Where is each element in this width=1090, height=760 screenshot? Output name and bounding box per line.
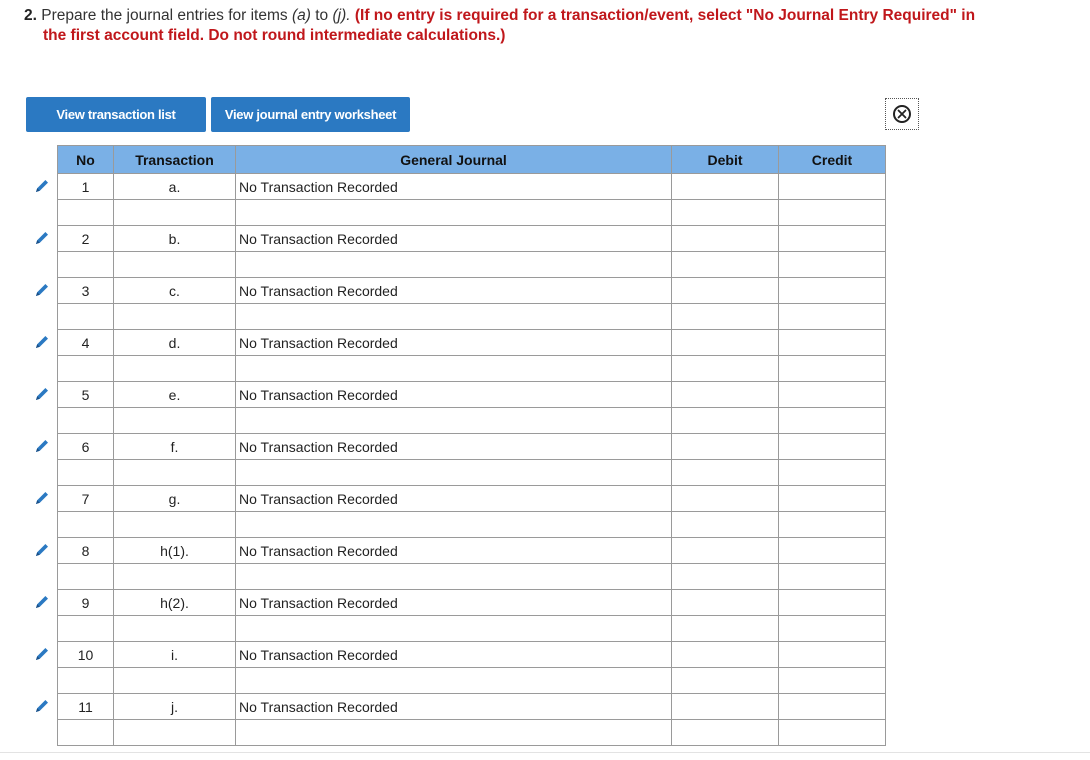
header-general-journal: General Journal — [236, 146, 672, 174]
blank-cell — [779, 200, 886, 226]
instructions-warning-line2: the first account field. Do not round intermediate calculations.) — [43, 27, 506, 44]
blank-cell — [114, 720, 236, 746]
table-row-blank — [58, 408, 886, 434]
row-no: 9 — [58, 590, 114, 616]
blank-cell — [114, 616, 236, 642]
close-circle-x-icon — [893, 105, 911, 123]
row-account: No Transaction Recorded — [236, 226, 672, 252]
blank-cell — [672, 616, 779, 642]
blank-cell — [672, 304, 779, 330]
row-no: 2 — [58, 226, 114, 252]
blank-cell — [779, 512, 886, 538]
edit-pencil-icon[interactable] — [33, 541, 51, 559]
blank-cell — [779, 616, 886, 642]
blank-cell — [236, 460, 672, 486]
blank-cell — [114, 512, 236, 538]
row-account: No Transaction Recorded — [236, 486, 672, 512]
blank-cell — [779, 460, 886, 486]
row-credit — [779, 382, 886, 408]
edit-pencil-icon[interactable] — [33, 177, 51, 195]
blank-cell — [114, 668, 236, 694]
row-transaction: h(2). — [114, 590, 236, 616]
blank-cell — [672, 460, 779, 486]
row-account: No Transaction Recorded — [236, 538, 672, 564]
blank-cell — [114, 564, 236, 590]
table-row-blank — [58, 200, 886, 226]
blank-cell — [236, 356, 672, 382]
row-debit — [672, 434, 779, 460]
edit-pencil-icon[interactable] — [33, 593, 51, 611]
row-account: No Transaction Recorded — [236, 330, 672, 356]
table-row — [58, 434, 886, 460]
item-from: (a) — [291, 7, 311, 24]
row-transaction: d. — [114, 330, 236, 356]
row-no: 1 — [58, 174, 114, 200]
table-row-blank — [58, 668, 886, 694]
table-row-blank — [58, 616, 886, 642]
divider — [0, 752, 1090, 753]
row-account: No Transaction Recorded — [236, 278, 672, 304]
edit-pencil-icon[interactable] — [33, 281, 51, 299]
row-transaction: h(1). — [114, 538, 236, 564]
table-row-blank — [58, 564, 886, 590]
row-transaction: e. — [114, 382, 236, 408]
table-row — [58, 590, 886, 616]
table-row — [58, 694, 886, 720]
table-row — [58, 330, 886, 356]
blank-cell — [114, 304, 236, 330]
blank-cell — [779, 668, 886, 694]
row-no: 10 — [58, 642, 114, 668]
row-transaction: b. — [114, 226, 236, 252]
blank-cell — [58, 200, 114, 226]
view-journal-entry-worksheet-button[interactable]: View journal entry worksheet — [211, 97, 410, 132]
row-transaction: i. — [114, 642, 236, 668]
row-debit — [672, 538, 779, 564]
row-no: 4 — [58, 330, 114, 356]
blank-cell — [58, 512, 114, 538]
table-row — [58, 538, 886, 564]
row-transaction: g. — [114, 486, 236, 512]
row-credit — [779, 434, 886, 460]
blank-cell — [779, 720, 886, 746]
row-credit — [779, 590, 886, 616]
row-no: 8 — [58, 538, 114, 564]
blank-cell — [236, 408, 672, 434]
instructions — [24, 6, 1084, 46]
instructions-connector: to — [315, 7, 329, 24]
instructions-warning-line1: (If no entry is required for a transaction/event, select "No Journal Entry Required" in — [354, 7, 976, 24]
blank-cell — [58, 408, 114, 434]
blank-cell — [779, 564, 886, 590]
item-to: (j). — [332, 7, 351, 24]
blank-cell — [114, 200, 236, 226]
blank-cell — [58, 720, 114, 746]
table-row — [58, 174, 886, 200]
row-debit — [672, 590, 779, 616]
table-row — [58, 642, 886, 668]
table-row — [58, 226, 886, 252]
blank-cell — [672, 668, 779, 694]
blank-cell — [672, 200, 779, 226]
blank-cell — [58, 564, 114, 590]
question-number: 2. — [24, 7, 37, 24]
row-no: 7 — [58, 486, 114, 512]
blank-cell — [779, 252, 886, 278]
row-account: No Transaction Recorded — [236, 694, 672, 720]
row-no: 3 — [58, 278, 114, 304]
blank-cell — [672, 564, 779, 590]
blank-cell — [672, 252, 779, 278]
row-credit — [779, 174, 886, 200]
blank-cell — [236, 668, 672, 694]
row-no: 11 — [58, 694, 114, 720]
row-account: No Transaction Recorded — [236, 434, 672, 460]
row-debit — [672, 486, 779, 512]
row-debit — [672, 694, 779, 720]
table-row — [58, 486, 886, 512]
blank-cell — [58, 616, 114, 642]
row-no: 5 — [58, 382, 114, 408]
row-credit — [779, 278, 886, 304]
table-row-blank — [58, 252, 886, 278]
row-credit — [779, 538, 886, 564]
row-credit — [779, 486, 886, 512]
row-credit — [779, 226, 886, 252]
row-account: No Transaction Recorded — [236, 590, 672, 616]
blank-cell — [236, 200, 672, 226]
row-credit — [779, 642, 886, 668]
table-row-blank — [58, 356, 886, 382]
row-credit — [779, 694, 886, 720]
edit-pencil-icon[interactable] — [33, 385, 51, 403]
row-account: No Transaction Recorded — [236, 174, 672, 200]
blank-cell — [779, 408, 886, 434]
edit-pencil-icon[interactable] — [33, 333, 51, 351]
blank-cell — [236, 564, 672, 590]
row-transaction: c. — [114, 278, 236, 304]
row-debit — [672, 642, 779, 668]
blank-cell — [672, 356, 779, 382]
blank-cell — [114, 252, 236, 278]
row-transaction: j. — [114, 694, 236, 720]
row-debit — [672, 382, 779, 408]
view-transaction-list-button[interactable]: View transaction list — [26, 97, 206, 132]
table-row-blank — [58, 512, 886, 538]
blank-cell — [236, 512, 672, 538]
blank-cell — [58, 356, 114, 382]
edit-pencil-icon[interactable] — [33, 489, 51, 507]
row-account: No Transaction Recorded — [236, 382, 672, 408]
blank-cell — [672, 512, 779, 538]
header-debit: Debit — [672, 146, 779, 174]
table-row — [58, 382, 886, 408]
blank-cell — [236, 304, 672, 330]
table-row-blank — [58, 720, 886, 746]
edit-pencil-icon[interactable] — [33, 229, 51, 247]
row-credit — [779, 330, 886, 356]
blank-cell — [779, 304, 886, 330]
blank-cell — [236, 252, 672, 278]
table-row — [58, 278, 886, 304]
close-button[interactable] — [885, 98, 919, 130]
blank-cell — [114, 356, 236, 382]
row-no: 6 — [58, 434, 114, 460]
edit-pencil-icon[interactable] — [33, 697, 51, 715]
blank-cell — [58, 252, 114, 278]
table-row-blank — [58, 460, 886, 486]
row-transaction: f. — [114, 434, 236, 460]
blank-cell — [58, 304, 114, 330]
blank-cell — [672, 720, 779, 746]
row-debit — [672, 330, 779, 356]
edit-pencil-icon[interactable] — [33, 437, 51, 455]
row-debit — [672, 174, 779, 200]
blank-cell — [672, 408, 779, 434]
blank-cell — [114, 460, 236, 486]
table-header-row — [58, 146, 886, 174]
blank-cell — [236, 720, 672, 746]
blank-cell — [779, 356, 886, 382]
instructions-text: Prepare the journal entries for items — [41, 7, 288, 24]
journal-body — [58, 174, 886, 746]
blank-cell — [236, 616, 672, 642]
blank-cell — [114, 408, 236, 434]
header-no: No — [58, 146, 114, 174]
edit-pencil-icon[interactable] — [33, 645, 51, 663]
row-debit — [672, 226, 779, 252]
header-transaction: Transaction — [114, 146, 236, 174]
row-account: No Transaction Recorded — [236, 642, 672, 668]
header-credit: Credit — [779, 146, 886, 174]
row-debit — [672, 278, 779, 304]
row-transaction: a. — [114, 174, 236, 200]
journal-table — [57, 145, 886, 746]
blank-cell — [58, 668, 114, 694]
table-row-blank — [58, 304, 886, 330]
blank-cell — [58, 460, 114, 486]
